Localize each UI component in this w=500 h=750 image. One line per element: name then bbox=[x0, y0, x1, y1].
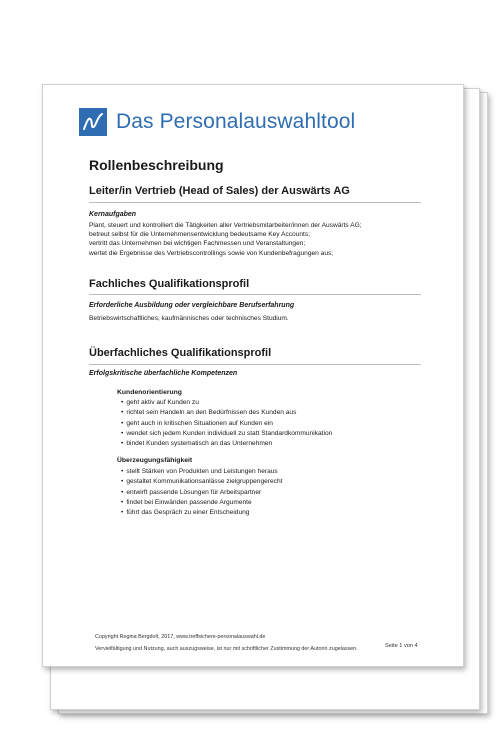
competency-bullets bbox=[121, 398, 332, 449]
brand-name: Das Personalauswahltool bbox=[116, 110, 356, 133]
interdisciplinary-profile-heading: Überfachliches Qualifikationsprofil bbox=[89, 347, 272, 359]
list-item: • entwirft passende Lösungen für Arbeitspartner bbox=[121, 488, 282, 498]
document-page-1 bbox=[42, 84, 464, 667]
list-item: • stellt Stärken von Produkten und Leistungen heraus bbox=[121, 467, 282, 477]
professional-profile-heading: Fachliches Qualifikationsprofil bbox=[89, 278, 250, 290]
competency-bullets bbox=[121, 467, 282, 518]
list-item: • findet bei Einwänden passende Argumente bbox=[121, 498, 282, 508]
core-tasks-heading: Kernaufgaben bbox=[89, 211, 137, 218]
core-task-line: betreut selbst für die Unternehmensentwicklung bedeutsame Key Accounts; bbox=[89, 231, 311, 239]
list-item: • führt das Gespräch zu einer Entscheidung bbox=[121, 508, 282, 518]
training-heading: Erforderliche Ausbildung oder vergleichbare Berufserfahrung bbox=[89, 302, 295, 309]
divider bbox=[89, 364, 421, 365]
core-tasks-list bbox=[89, 221, 362, 258]
list-item: • geht auch in kritischen Situationen auf Kunden ein bbox=[121, 419, 332, 429]
competency-title: Überzeugungsfähigkeit bbox=[117, 457, 193, 464]
footer-notice: Vervielfältigung und Nutzung, auch auszugsweise, ist nur mit schriftlicher Zustimmung der Autorin zugelassen. bbox=[95, 646, 358, 652]
training-text: Betriebswirtschaftliches, kaufmännisches oder technisches Studium. bbox=[89, 315, 289, 322]
list-item: • bindet Kunden systematisch an das Unternehmen bbox=[121, 439, 332, 449]
footer-copyright: Copyright Regina Bergdolt, 2017, www.treffsichere-personalauswahl.de bbox=[95, 634, 266, 640]
divider bbox=[89, 294, 421, 295]
document-title: Rollenbeschreibung bbox=[89, 157, 224, 173]
list-item: • wendet sich jedem Kunden individuell zu statt Standardkommunikation bbox=[121, 429, 332, 439]
core-task-line: Plant, steuert und kontrolliert die Tätigkeiten aller Vertriebsmitarbeiter/innen der Auswärts AG; bbox=[89, 222, 362, 229]
list-item: • gestaltet Kommunikationsanlässe zielgruppengerecht bbox=[121, 477, 282, 487]
competency-title: Kundenorientierung bbox=[117, 389, 182, 396]
core-task-line: vertritt das Unternehmen bei wichtigen Fachmessen und Veranstaltungen; bbox=[89, 240, 306, 248]
competencies-heading: Erfolgskritische überfachliche Kompetenzen bbox=[89, 370, 238, 377]
signature-wave-icon bbox=[79, 108, 107, 136]
role-title: Leiter/in Vertrieb (Head of Sales) der Auswärts AG bbox=[89, 185, 350, 197]
list-item: • geht aktiv auf Kunden zu bbox=[121, 398, 332, 408]
brand-logo bbox=[79, 108, 355, 136]
list-item: • richtet sein Handeln an den Bedürfnissen des Kunden aus bbox=[121, 408, 332, 418]
page-number: Seite 1 von 4 bbox=[385, 643, 418, 649]
divider bbox=[89, 202, 421, 203]
core-task-line: wertet die Ergebnisse des Vertriebscontrollings sowie von Kundenbefragungen aus; bbox=[89, 249, 334, 257]
